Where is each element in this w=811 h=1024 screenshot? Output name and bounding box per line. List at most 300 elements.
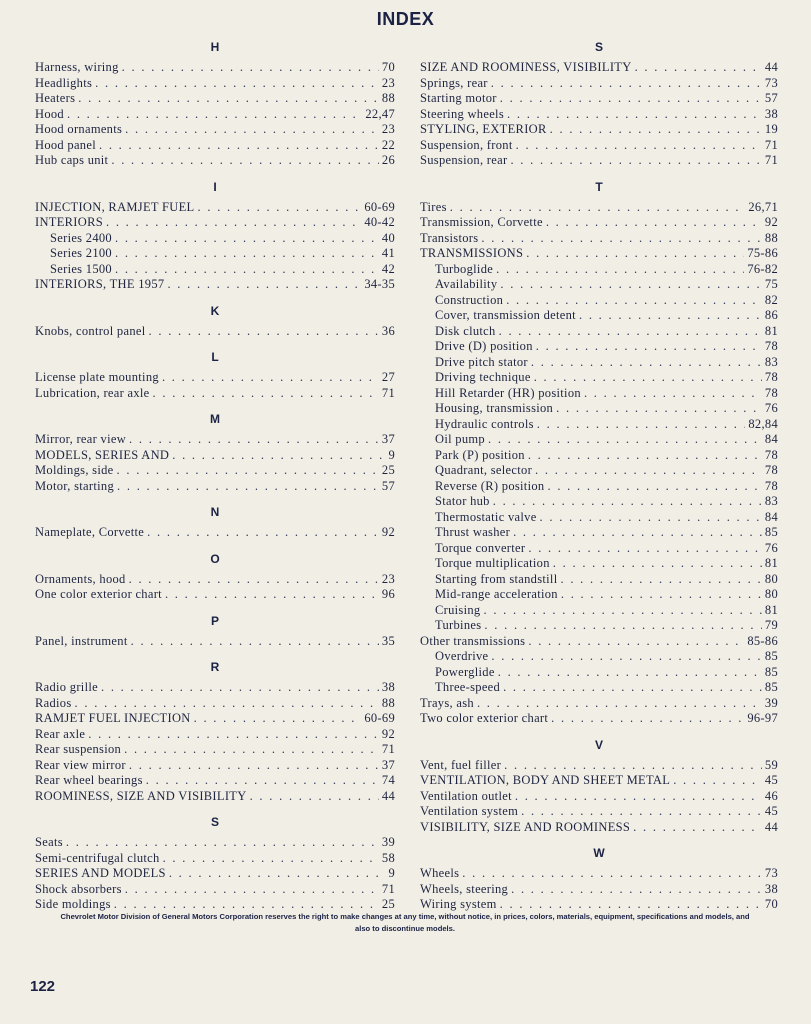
index-entry	[35, 525, 395, 541]
dot-leader	[88, 727, 379, 743]
index-entry	[420, 246, 778, 262]
index-entry-page: 76-82	[747, 261, 778, 276]
index-entry	[35, 262, 395, 278]
index-entry	[420, 122, 778, 138]
index-entry-label: One color exterior chart	[35, 587, 162, 601]
index-entry	[420, 200, 778, 216]
dot-leader	[481, 231, 761, 247]
index-entry-label: Vent, fuel filler	[420, 757, 502, 772]
dot-leader	[115, 246, 379, 262]
index-entry-label: Rear wheel bearings	[35, 773, 143, 787]
index-entry	[420, 153, 778, 169]
section-letter-heading: S	[594, 40, 603, 54]
index-entry-page: 37	[381, 432, 395, 446]
dot-leader	[584, 386, 762, 402]
index-entry-label: Hood panel	[35, 137, 96, 152]
dot-leader	[115, 231, 379, 247]
index-entry-label: Rear axle	[35, 726, 86, 741]
page-title: INDEX	[376, 9, 435, 29]
section-letter-heading: P	[210, 613, 219, 628]
index-entry	[420, 479, 778, 495]
index-entry-label: Motor, starting	[35, 478, 114, 493]
index-entry	[35, 277, 395, 293]
dot-leader	[506, 293, 762, 309]
dot-leader	[250, 789, 379, 805]
index-entry-page: 92	[381, 525, 395, 539]
index-entry	[35, 882, 395, 898]
index-entry-page: 92	[381, 726, 395, 741]
dot-leader	[540, 510, 762, 526]
dot-leader	[491, 76, 762, 92]
index-entry-page: 27	[381, 370, 395, 384]
index-entry-page: 81	[764, 323, 778, 338]
index-entry-page: 78	[764, 385, 778, 400]
dot-leader	[500, 277, 762, 293]
dot-leader	[504, 758, 762, 774]
index-entry-page: 71	[381, 881, 395, 896]
dot-leader	[117, 479, 379, 495]
index-entry-label: Starting motor	[420, 91, 497, 105]
index-entry	[35, 463, 395, 479]
index-entry	[35, 789, 395, 805]
index-entry	[420, 680, 778, 696]
dot-leader	[507, 107, 762, 123]
index-entry	[35, 432, 395, 448]
index-entry-label: Two color exterior chart	[420, 711, 549, 725]
index-entry	[420, 432, 778, 448]
index-entry	[420, 215, 778, 231]
index-entry	[35, 448, 395, 464]
dot-leader	[153, 386, 379, 402]
index-entry-label: Rear view mirror	[35, 757, 126, 772]
index-entry-label: Mirror, rear view	[35, 432, 127, 446]
index-entry-label: MODELS, SERIES AND	[35, 447, 170, 462]
index-entry-label: Stator hub	[435, 494, 490, 508]
dot-leader	[499, 324, 762, 340]
index-entry-label: Nameplate, Corvette	[35, 525, 145, 539]
index-entry-page: 85-86	[747, 633, 778, 648]
index-entry-page: 75	[764, 277, 778, 291]
index-entry-page: 78	[764, 447, 778, 462]
dot-leader	[537, 417, 746, 433]
dot-leader	[496, 262, 744, 278]
index-entry-page: 88	[764, 230, 778, 245]
index-entry-label: INTERIORS, THE 1957	[35, 277, 165, 291]
section-letter-heading: W	[593, 846, 605, 860]
index-entry-page: 76	[764, 401, 778, 415]
index-entry-page: 73	[764, 75, 778, 90]
dot-leader	[194, 711, 362, 727]
dot-leader	[198, 200, 362, 216]
index-entry-label: VISIBILITY, SIZE AND ROOMINESS	[420, 819, 631, 834]
index-entry-label: Moldings, side	[35, 463, 114, 477]
index-entry-label: Knobs, control panel	[35, 323, 146, 338]
index-entry	[35, 370, 395, 386]
index-entry-label: Hydraulic controls	[435, 416, 534, 431]
index-entry-page: 96-97	[747, 711, 778, 725]
dot-leader	[511, 882, 762, 898]
index-entry	[420, 525, 778, 541]
section-letter-heading: R	[210, 660, 220, 674]
dot-leader	[536, 339, 762, 355]
index-entry	[35, 866, 395, 882]
index-entry-label: Ornaments, hood	[35, 571, 126, 586]
index-entry-label: Hill Retarder (HR) position	[435, 385, 581, 400]
index-entry-page: 22	[381, 137, 395, 152]
index-entry-label: Suspension, rear	[420, 153, 508, 167]
index-entry-label: Three-speed	[435, 680, 501, 694]
index-entry-label: Powerglide	[435, 664, 495, 679]
index-entry-page: 44	[764, 819, 778, 834]
index-entry	[35, 91, 395, 107]
index-entry	[420, 339, 778, 355]
index-entry-label: Park (P) position	[435, 447, 525, 462]
index-entry	[420, 696, 778, 712]
index-entry	[420, 324, 778, 340]
index-entry-page: 23	[381, 75, 395, 90]
dot-leader	[78, 91, 379, 107]
dot-leader	[106, 215, 361, 231]
index-entry-page: 83	[764, 354, 778, 369]
dot-leader	[528, 541, 762, 557]
index-entry-page: 9	[388, 447, 395, 462]
section-letter-heading: M	[210, 412, 220, 426]
index-entry	[420, 773, 778, 789]
index-entry	[420, 603, 778, 619]
dot-leader	[673, 773, 762, 789]
index-entry-label: Lubrication, rear axle	[35, 385, 150, 400]
index-entry-page: 78	[764, 463, 778, 477]
index-entry-label: Tires	[420, 199, 447, 214]
index-entry-label: Wheels	[420, 866, 460, 880]
index-entry	[420, 138, 778, 154]
index-entry	[420, 804, 778, 820]
dot-leader	[515, 789, 762, 805]
section-letter-heading: O	[210, 551, 220, 566]
section-letter-heading: H	[210, 40, 220, 54]
dot-leader	[560, 572, 761, 588]
dot-leader	[125, 882, 379, 898]
index-entry-label: Turboglide	[435, 261, 494, 276]
index-entry-label: Panel, instrument	[35, 633, 128, 648]
dot-leader	[149, 324, 379, 340]
index-entry-page: 57	[381, 478, 395, 493]
index-entry-page: 46	[764, 788, 778, 803]
index-entry	[420, 556, 778, 572]
index-entry-page: 92	[764, 215, 778, 229]
index-entry	[420, 60, 778, 76]
index-entry-page: 59	[764, 757, 778, 772]
index-entry-label: Trays, ash	[420, 695, 474, 710]
dot-leader	[561, 587, 762, 603]
index-entry	[35, 696, 395, 712]
dot-leader	[579, 308, 762, 324]
index-entry-label: Disk clutch	[435, 323, 496, 338]
index-entry-page: 70	[764, 897, 778, 911]
index-entry-label: Construction	[435, 292, 504, 307]
index-entry	[35, 851, 395, 867]
index-entry	[420, 820, 778, 836]
index-entry-label: Other transmissions	[420, 633, 526, 648]
index-entry-page: 76	[764, 540, 778, 555]
index-entry-label: Housing, transmission	[435, 401, 554, 415]
dot-leader	[66, 835, 379, 851]
index-entry-label: Transistors	[420, 230, 479, 245]
footer-disclaimer: Chevrolet Motor Division of General Motors Corporation reserves the right to make changes at any time, without notice, in prices, colors, materials, equipment, specifications and models, and also to discontinue models.	[60, 912, 750, 933]
index-entry	[420, 494, 778, 510]
section-letter-heading: K	[210, 303, 220, 318]
index-entry-label: Torque converter	[435, 540, 526, 555]
index-entry-label: Radios	[35, 695, 72, 710]
page-number: 122	[30, 978, 56, 995]
index-entry	[420, 541, 778, 557]
index-entry	[420, 618, 778, 634]
index-entry-label: Radio grille	[35, 680, 98, 694]
index-entry-page: 60-69	[364, 711, 395, 725]
index-entry	[420, 370, 778, 386]
index-entry-page: 83	[764, 494, 778, 508]
index-entry	[420, 572, 778, 588]
dot-leader	[67, 107, 362, 123]
index-entry	[35, 215, 395, 231]
index-entry-page: 40	[381, 230, 395, 245]
index-entry	[35, 386, 395, 402]
index-entry-label: Series 2100	[50, 246, 112, 260]
index-entry-page: 26,71	[748, 199, 778, 214]
index-entry-label: License plate mounting	[35, 370, 159, 384]
index-entry-page: 78	[764, 478, 778, 493]
index-entry-page: 88	[381, 695, 395, 710]
index-entry	[420, 277, 778, 293]
dot-leader	[531, 355, 762, 371]
index-entry-page: 22,47	[365, 106, 395, 121]
index-entry-page: 79	[764, 618, 778, 632]
index-entry-label: Torque multiplication	[435, 556, 550, 570]
index-entry-page: 78	[764, 370, 778, 384]
index-entry	[35, 727, 395, 743]
index-entry-page: 38	[764, 106, 778, 121]
index-entry-page: 96	[381, 587, 395, 601]
dot-leader	[528, 634, 744, 650]
index-entry-page: 45	[764, 804, 778, 818]
index-entry-label: Ventilation system	[420, 804, 519, 818]
index-entry-page: 41	[381, 246, 395, 260]
index-entry-label: Cover, transmission detent	[435, 308, 576, 322]
index-entry	[35, 634, 395, 650]
index-entry	[420, 882, 778, 898]
index-entry-label: Drive pitch stator	[435, 354, 528, 369]
index-entry-label: Rear suspension	[35, 742, 122, 756]
dot-leader	[163, 851, 379, 867]
index-entry-page: 19	[764, 122, 778, 136]
section-letter-heading: T	[595, 179, 603, 194]
index-entry-label: RAMJET FUEL INJECTION	[35, 711, 191, 725]
index-entry-page: 45	[764, 773, 778, 787]
index-entry-label: Thrust washer	[435, 525, 511, 539]
index-entry	[35, 76, 395, 92]
index-entry-label: SIZE AND ROOMINESS, VISIBILITY	[420, 60, 632, 74]
index-entry-label: Harness, wiring	[35, 60, 119, 74]
dot-leader	[493, 494, 762, 510]
index-entry	[35, 246, 395, 262]
index-entry-label: Wiring system	[420, 897, 497, 911]
index-entry-label: TRANSMISSIONS	[420, 246, 524, 260]
index-entry-page: 85	[764, 680, 778, 694]
index-entry-page: 75-86	[747, 246, 778, 260]
index-entry-page: 85	[764, 664, 778, 679]
index-entry-page: 38	[764, 881, 778, 896]
index-entry-page: 78	[764, 339, 778, 353]
index-entry	[420, 231, 778, 247]
index-entry-page: 71	[764, 153, 778, 167]
index-entry	[35, 60, 395, 76]
index-entry	[420, 587, 778, 603]
index-entry-page: 44	[764, 60, 778, 74]
index-entry-page: 81	[764, 602, 778, 617]
index-entry	[420, 463, 778, 479]
dot-leader	[556, 401, 762, 417]
index-entry-page: 70	[381, 60, 395, 74]
index-entry-label: Semi-centrifugal clutch	[35, 850, 160, 865]
index-entry-label: Reverse (R) position	[435, 478, 545, 493]
index-entry	[420, 308, 778, 324]
dot-leader	[521, 804, 762, 820]
dot-leader	[99, 138, 379, 154]
dot-leader	[122, 60, 379, 76]
index-entry-page: 71	[764, 137, 778, 152]
dot-leader	[516, 138, 762, 154]
index-entry	[420, 758, 778, 774]
index-entry-page: 39	[381, 835, 395, 849]
index-entry-label: Headlights	[35, 75, 93, 90]
index-entry	[35, 153, 395, 169]
index-entry-label: Wheels, steering	[420, 881, 509, 896]
index-entry-page: 25	[381, 897, 395, 911]
index-entry	[420, 76, 778, 92]
index-entry-label: STYLING, EXTERIOR	[420, 122, 547, 136]
dot-leader	[553, 556, 762, 572]
index-entry-page: 80	[764, 587, 778, 601]
index-entry-label: Ventilation outlet	[420, 788, 512, 803]
dot-leader	[101, 680, 379, 696]
index-entry-label: Seats	[35, 835, 63, 849]
dot-leader	[146, 773, 379, 789]
index-entry-label: Overdrive	[435, 649, 489, 663]
index-entry-label: ROOMINESS, SIZE AND VISIBILITY	[35, 788, 247, 803]
index-entry	[35, 122, 395, 138]
dot-leader	[117, 463, 379, 479]
index-entry-label: Thermostatic valve	[435, 509, 537, 524]
dot-leader	[503, 680, 762, 696]
index-entry-label: Series 2400	[50, 230, 112, 245]
index-entry	[420, 866, 778, 882]
dot-leader	[526, 246, 744, 262]
index-entry	[35, 200, 395, 216]
dot-leader	[165, 587, 379, 603]
index-entry-label: INJECTION, RAMJET FUEL	[35, 199, 195, 214]
index-entry-page: 71	[381, 385, 395, 400]
dot-leader	[500, 91, 762, 107]
index-entry-page: 73	[764, 866, 778, 880]
index-entry-page: 23	[381, 571, 395, 586]
index-entry-page: 26	[381, 153, 395, 167]
index-entry-label: Quadrant, selector	[435, 463, 533, 477]
dot-leader	[129, 758, 379, 774]
dot-leader	[483, 603, 761, 619]
dot-leader	[162, 370, 379, 386]
dot-leader	[172, 448, 385, 464]
index-entry-label: Springs, rear	[420, 75, 488, 90]
index-entry-label: Series 1500	[50, 261, 112, 276]
index-entry-page: 57	[764, 91, 778, 105]
section-letter-heading: S	[210, 815, 219, 829]
index-entry	[420, 789, 778, 805]
dot-leader	[488, 432, 762, 448]
dot-leader	[535, 463, 762, 479]
index-entry-label: Mid-range acceleration	[435, 587, 558, 601]
dot-leader	[129, 432, 379, 448]
index-entry-label: SERIES AND MODELS	[35, 866, 166, 880]
dot-leader	[167, 277, 361, 293]
dot-leader	[95, 76, 379, 92]
index-entry	[420, 401, 778, 417]
dot-leader	[498, 665, 762, 681]
dot-leader	[551, 711, 744, 727]
index-entry-page: 23	[381, 122, 395, 136]
dot-leader	[635, 60, 762, 76]
index-entry-page: 86	[764, 308, 778, 322]
index-entry-page: 81	[764, 556, 778, 570]
index-entry-label: Side moldings	[35, 897, 111, 911]
index-entry-page: 44	[381, 788, 395, 803]
index-entry-page: 84	[764, 432, 778, 446]
index-entry-page: 58	[381, 850, 395, 865]
index-entry	[35, 587, 395, 603]
dot-leader	[75, 696, 379, 712]
index-entry	[420, 510, 778, 526]
index-entry	[35, 231, 395, 247]
section-letter-heading: N	[210, 505, 220, 519]
index-entry-page: 38	[381, 680, 395, 694]
index-entry-page: 36	[381, 323, 395, 338]
dot-leader	[129, 572, 379, 588]
index-entry-page: 34-35	[364, 277, 395, 291]
index-entry-label: Starting from standstill	[435, 571, 558, 586]
index-entry-label: INTERIORS	[35, 215, 103, 229]
index-entry	[35, 324, 395, 340]
section-letter-heading: V	[594, 737, 603, 752]
index-entry-label: Turbines	[435, 618, 482, 632]
index-entry	[35, 835, 395, 851]
index-entry	[35, 711, 395, 727]
index-entry	[35, 773, 395, 789]
index-entry-label: Heaters	[35, 91, 76, 105]
dot-leader	[633, 820, 762, 836]
dot-leader	[477, 696, 762, 712]
index-entry-label: Cruising	[435, 602, 481, 617]
index-entry	[420, 91, 778, 107]
dot-leader	[528, 448, 762, 464]
index-entry-page: 85	[764, 649, 778, 663]
index-entry-page: 40-42	[364, 215, 395, 229]
index-entry-label: Hub caps unit	[35, 153, 109, 167]
index-entry-label: Driving technique	[435, 370, 531, 384]
index-entry-page: 25	[381, 463, 395, 477]
index-right-column	[420, 34, 778, 913]
dot-leader	[484, 618, 761, 634]
index-entry-page: 74	[381, 773, 395, 787]
index-entry	[420, 107, 778, 123]
